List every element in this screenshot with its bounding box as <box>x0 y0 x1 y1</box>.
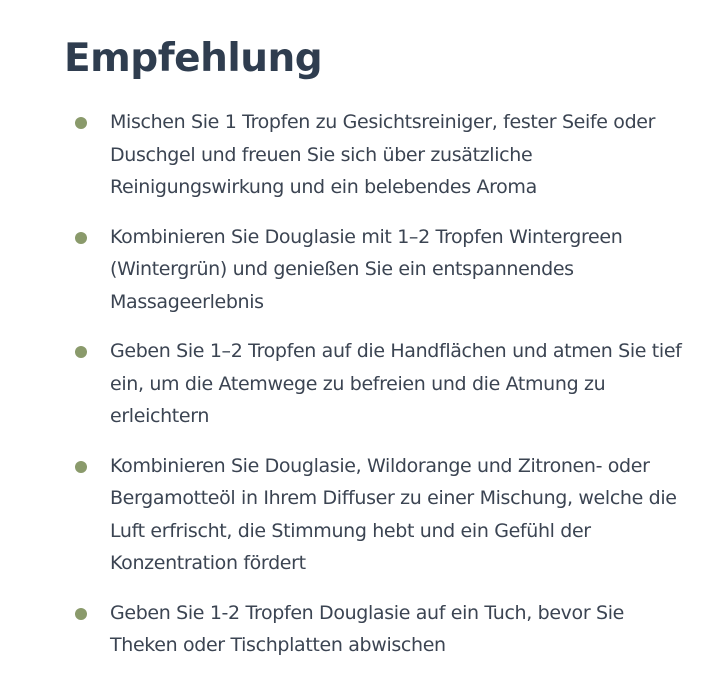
list-item-text: Mischen Sie 1 Tropfen zu Gesichtsreiniger, fester Seife oder Duschgel und freuen Sie sich über zusätzliche Reinigungswirkung und ein belebendes Aroma <box>110 111 656 198</box>
list-item <box>64 221 690 319</box>
bullet-icon <box>75 461 87 473</box>
recommendation-list <box>64 106 713 662</box>
list-item <box>64 450 690 580</box>
list-item-text: Kombinieren Sie Douglasie mit 1–2 Tropfen Wintergreen (Wintergrün) und genießen Sie ein entspannendes Massageerlebnis <box>110 225 623 313</box>
bullet-icon <box>75 346 87 358</box>
list-item <box>64 597 690 662</box>
list-item-text: Kombinieren Sie Douglasie, Wildorange und Zitronen- oder Bergamotteöl in Ihrem Diffuser zu einer Mischung, welche die Luft erfrischt, die Stimmung hebt und ein Gefühl der Konzentration fördert <box>110 454 677 574</box>
bullet-icon <box>75 117 87 129</box>
section-heading: Empfehlung <box>64 36 323 81</box>
list-item-text: Geben Sie 1-2 Tropfen Douglasie auf ein Tuch, bevor Sie Theken oder Tischplatten abwischen <box>110 601 624 656</box>
bullet-icon <box>75 608 87 620</box>
list-item <box>64 335 690 433</box>
list-item <box>64 106 690 204</box>
bullet-icon <box>75 232 87 244</box>
list-item-text: Geben Sie 1–2 Tropfen auf die Handflächen und atmen Sie tief ein, um die Atemwege zu befreien und die Atmung zu erleichtern <box>110 340 682 427</box>
